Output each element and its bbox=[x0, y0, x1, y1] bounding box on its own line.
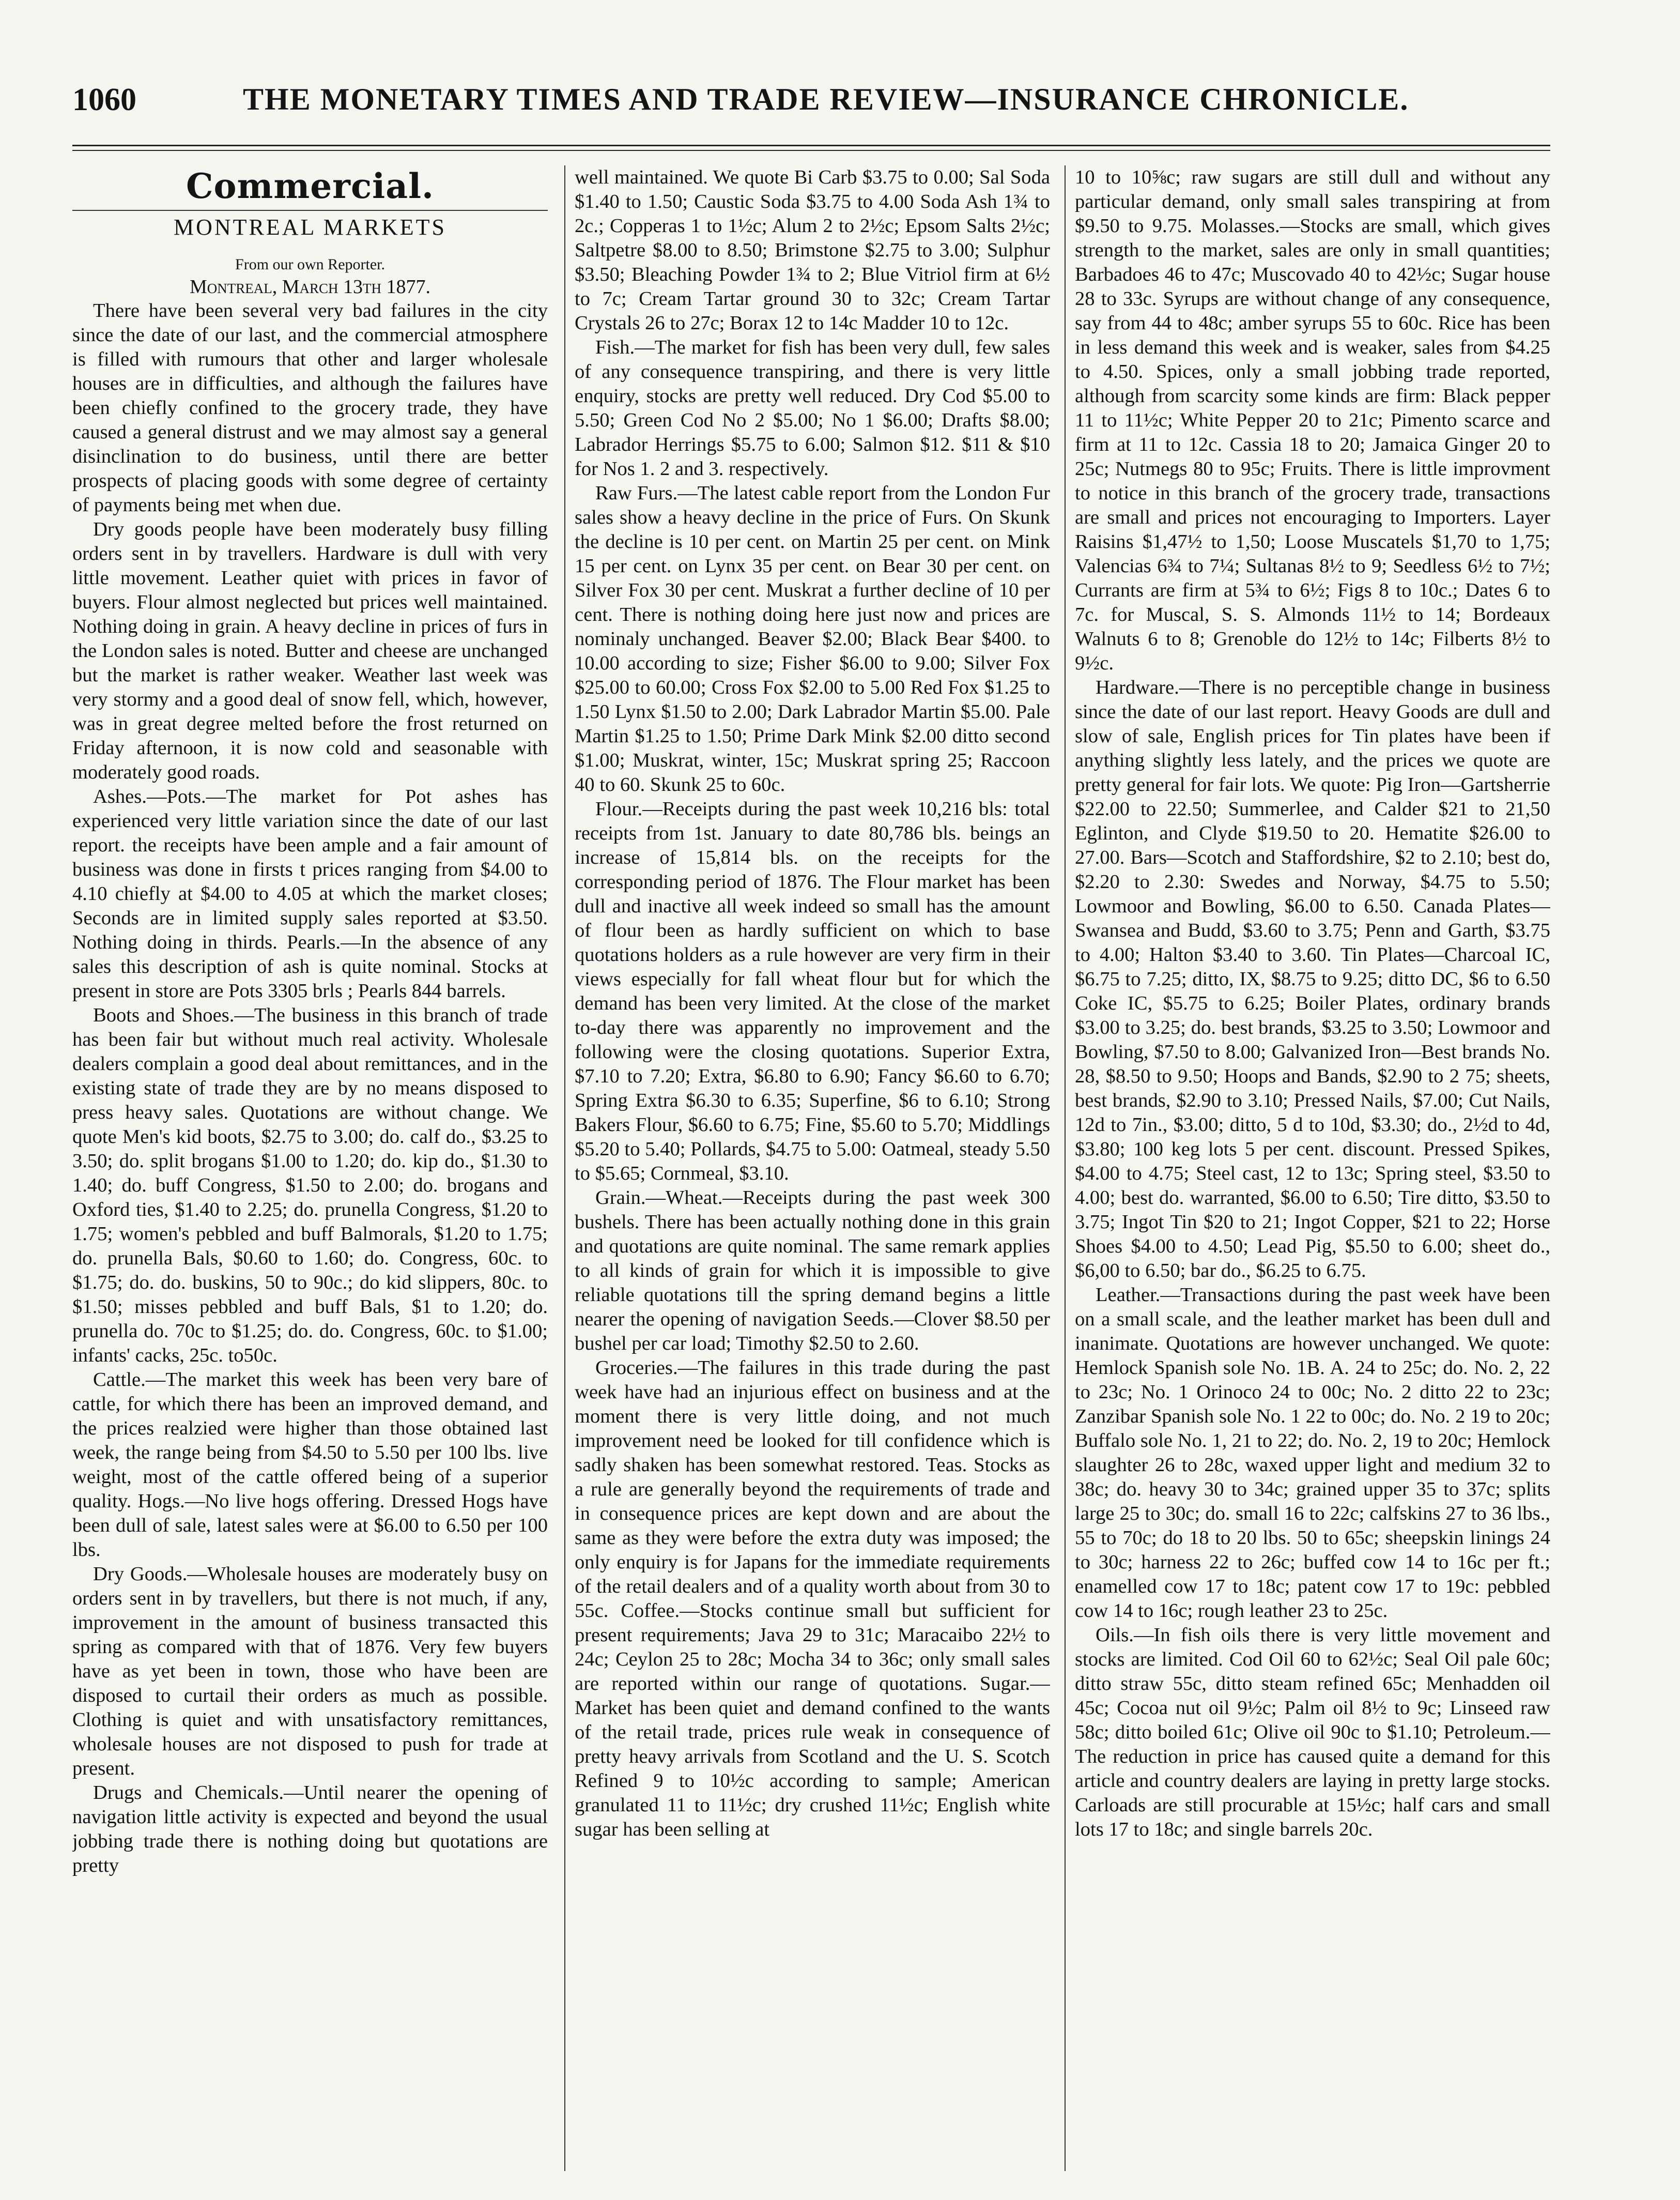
header-rule bbox=[72, 145, 1550, 151]
article-dateline: Montreal, March 13th 1877. bbox=[189, 276, 431, 298]
column-3 bbox=[1075, 165, 1550, 2181]
running-head: THE MONETARY TIMES AND TRADE REVIEW—INSURANCE CHRONICLE. bbox=[243, 82, 1409, 116]
paragraph-hardware: Hardware.—There is no perceptible change in business since the date of our last report. Heavy Goods are dull and slow of sale, English prices for Tin plates have been if anything slightly less lately, and the prices we quote are pretty general for fair lots. We quote: Pig Iron—Gartsherrie $22.00 to 22.50; Summerlee, and Calder $21 to 21,50 Eglinton, and Clyde $19.50 to 20. Hematite $26.00 to 27.00. Bars—Scotch and Staffordshire, $2 to 2.10; best do, $2.20 to 2.30: Swedes and Norway, $4.75 to 5.50; Lowmoor and Bowling, $6.00 to 6.50. Canada Plates—Swansea and Budd, $3.60 to 3.75; Penn and Garth, $3.75 to 4.00; Halton $3.40 to 3.60. Tin Plates—Charcoal IC, $6.75 to 7.25; ditto, IX, $8.75 to 9.25; ditto DC, $6 to 6.50 Coke IC, $5.75 to 6.25; Boiler Plates, ordinary brands $3.00 to 3.25; do. best brands, $3.25 to 3.50; Lowmoor and Bowling, $7.50 to 8.00; Galvanized Iron—Best brands No. 28, $8.50 to 9.50; Hoops and Bands, $2.90 to 2 75; sheets, best brands, $2.90 to 3.10; Pressed Nails, $7.00; Cut Nails, 12d to 7in., $3.00; ditto, 5 d to 10d, $3.30; do., 2½d to 4d, $3.80; 100 keg lots 5 per cent. discount. Pressed Spikes, $4.00 to 4.75; Steel cast, 12 to 13c; Spring steel, $3.50 to 4.00; best do. warranted, $6.00 to 6.50; Tire ditto, $3.50 to 3.75; Ingot Tin $20 to 21; Ingot Copper, $21 to 22; Horse Shoes $4.00 to 4.50; Lead Pig, $5.50 to 6.00; sheet do., $6,00 to 6.50; bar do., $6.25 to 6.75. bbox=[1075, 677, 1550, 1281]
paragraph-oils: Oils.—In fish oils there is very little movement and stocks are limited. Cod Oil 60 to 62½c; Seal Oil pale 60c; ditto straw 55c, ditto steam refined 65c; Menhadden oil 45c; Cocoa nut oil 9½c; Palm oil 8½ to 9c; Linseed raw 58c; ditto boiled 61c; Olive oil 90c to $1.10; Petroleum.—The reduction in price has caused quite a demand for this article and country dealers are laying in pretty large stocks. Carloads are still procurable at 15½c; half cars and small lots 17 to 18c; and single barrels 20c. bbox=[1075, 1624, 1550, 1840]
article-source: From our own Reporter. bbox=[235, 256, 385, 273]
paragraph-ashes: Ashes.—Pots.—The market for Pot ashes has experienced very little variation since the date of our last report. the receipts have been ample and a fair amount of business was done in firsts t prices ranging from $4.00 to 4.10 chiefly at $4.00 to 4.05 at which the market closes; Seconds are in limited supply sales reported at $3.50. Nothing doing in thirds. Pearls.—In the absence of any sales this description of ash is quite nominal. Stocks at present in store are Pots 3305 brls ; Pearls 844 barrels. bbox=[72, 786, 548, 1002]
column-divider bbox=[564, 165, 565, 2171]
paragraph-dry-goods: Dry Goods.—Wholesale houses are moderately busy on orders sent in by travellers, but there is not much, if any, improvement in the amount of business transacted this spring as compared with that of 1876. Very few buyers have as yet been in town, those who have been are disposed to curtail their orders as much as possible. Clothing is quiet and with unsatisfactory remittances, wholesale houses are not disposed to push for trade at present. bbox=[72, 1563, 548, 1779]
paragraph-grain: Grain.—Wheat.—Receipts during the past week 300 bushels. There has been actually nothing done in this grain and quotations are quite nominal. The same remark applies to all kinds of grain for which it is impossible to give reliable quotations till the spring demand begins a little nearer the opening of navigation Seeds.—Clover $8.50 per bushel per car load; Timothy $2.50 to 2.60. bbox=[575, 1187, 1050, 1354]
paragraph-raw-furs: Raw Furs.—The latest cable report from the London Fur sales show a heavy decline in the price of Furs. On Skunk the decline is 10 per cent. on Martin 25 per cent. on Mink 15 per cent. on Lynx 35 per cent. on Bear 30 per cent. on Silver Fox 30 per cent. Muskrat a further decline of 10 per cent. There is nothing doing here just now and prices are nominaly unchanged. Beaver $2.00; Black Bear $400. to 10.00 according to size; Fisher $6.00 to 9.00; Silver Fox $25.00 to 60.00; Cross Fox $2.00 to 5.00 Red Fox $1.25 to 1.50 Lynx $1.50 to 2.00; Dark Labrador Martin $5.00. Pale Martin $1.25 to 1.50; Prime Dark Mink $2.00 ditto second $1.00; Muskrat, winter, 15c; Muskrat spring 25; Raccoon 40 to 60. Skunk 25 to 60c. bbox=[575, 482, 1050, 796]
section-heading: Commercial. bbox=[186, 166, 435, 206]
page-number: 1060 bbox=[72, 82, 136, 117]
column-divider bbox=[1065, 165, 1066, 2171]
article-title: MONTREAL MARKETS bbox=[72, 210, 548, 242]
paragraph: Dry goods people have been moderately busy filling orders sent in by travellers. Hardware is dull with very little movement. Leather quiet with prices in favor of buyers. Flour almost neglected but prices well maintained. Nothing doing in grain. A heavy decline in prices of furs in the London sales is noted. Butter and cheese are unchanged but the market is rather weaker. Weather last week was very stormy and a good deal of snow fell, which, however, was in great degree melted before the frost returned on Friday afternoon, it is now cold and seasonable with moderately good roads. bbox=[72, 518, 548, 783]
paragraph-drugs-continued: well maintained. We quote Bi Carb $3.75 to 0.00; Sal Soda $1.40 to 1.50; Caustic Soda $3.75 to 4.00 Soda Ash 1¾ to 2c.; Copperas 1 to 1½c; Alum 2 to 2½c; Epsom Salts 2½c; Saltpetre $8.00 to 8.50; Brimstone $2.75 to 3.00; Sulphur $3.50; Bleaching Powder 1¾ to 2; Blue Vitriol firm at 6½ to 7c; Cream Tartar ground 30 to 32c; Cream Tartar Crystals 26 to 27c; Borax 12 to 14c Madder 10 to 12c. bbox=[575, 166, 1050, 334]
paragraph-leather: Leather.—Transactions during the past week have been on a small scale, and the leather market has been dull and inanimate. Quotations are however unchanged. We quote: Hemlock Spanish sole No. 1B. A. 24 to 25c; do. No. 2, 22 to 23c; No. 1 Orinoco 24 to 00c; No. 2 ditto 22 to 23c; Zanzibar Spanish sole No. 1 22 to 00c; do. No. 2 19 to 20c; Buffalo sole No. 1, 21 to 22; do. No. 2, 19 to 20c; Hemlock slaughter 26 to 28c, waxed upper light and medium 32 to 38c; do. heavy 30 to 34c; grained upper 35 to 37c; splits large 25 to 30c; do. small 16 to 22c; calfskins 27 to 36 lbs., 55 to 70c; do 18 to 20 lbs. 50 to 65c; sheepskin linings 24 to 30c; harness 22 to 26c; buffed cow 14 to 16c per ft.; enamelled cow 17 to 18c; patent cow 17 to 19c: pebbled cow 14 to 16c; rough leather 23 to 25c. bbox=[1075, 1284, 1550, 1622]
paragraph-boots-and-shoes: Boots and Shoes.—The business in this branch of trade has been fair but without much real activity. Wholesale dealers complain a good deal about remittances, and in the existing state of trade they are by no means disposed to press heavy sales. Quotations are without change. We quote Men's kid boots, $2.75 to 3.00; do. calf do., $3.25 to 3.50; do. split brogans $1.00 to 1.20; do. kip do., $1.30 to 1.40; do. buff Congress, $1.50 to 2.00; do. brogans and Oxford ties, $1.40 to 2.25; do. prunella Congress, $1.20 to 1.75; women's pebbled and buff Balmorals, $1.20 to 1.75; do. prunella Bals, $0.60 to 1.60; do. Congress, 60c. to $1.75; do. do. buskins, 50 to 90c.; do kid slippers, 80c. to $1.50; misses pebbled and buff Bals, $1 to 1.20; do. prunella do. 70c to $1.25; do. do. Congress, 60c. to $1.00; infants' cacks, 25c. to50c. bbox=[72, 1004, 548, 1366]
paragraph-fish: Fish.—The market for fish has been very dull, few sales of any consequence transpiring, and there is very little enquiry, stocks are pretty well reduced. Dry Cod $5.00 to 5.50; Green Cod No 2 $5.00; No 1 $6.00; Drafts $8.00; Labrador Herrings $5.75 to 6.00; Salmon $12. $11 & $10 for Nos 1. 2 and 3. respectively. bbox=[575, 337, 1050, 480]
paragraph: There have been several very bad failures in the city since the date of our last, and the commercial atmosphere is filled with rumours that other and larger wholesale houses are in difficulties, and although the failures have been chiefly confined to the grocery trade, they have caused a general distrust and we may almost say a general disinclination to do business, until there are better prospects of placing goods with some degree of certainty of payments being met when due. bbox=[72, 300, 548, 516]
paragraph-groceries-continued: 10 to 10⅝c; raw sugars are still dull and without any particular demand, only small sales transpiring at from $9.50 to 9.75. Molasses.—Stocks are small, which gives strength to the market, sales are only in small quantities; Barbadoes 46 to 47c; Muscovado 40 to 42½c; Sugar house 28 to 33c. Syrups are without change of any consequence, say from 44 to 48c; amber syrups 55 to 60c. Rice has been in less demand this week and is weaker, sales from $4.25 to 4.50. Spices, only a small jobbing trade reported, although from scarcity some kinds are firm: Black pepper 11 to 11½c; White Pepper 20 to 21c; Pimento scarce and firm at 11 to 12c. Cassia 18 to 20; Jamaica Ginger 20 to 25c; Nutmegs 80 to 95c; Fruits. There is little improvment to notice in this branch of the grocery trade, transactions are small and prices not encouraging to Importers. Layer Raisins $1,47½ to 1,50; Loose Muscatels $1,70 to 1,75; Valencias 6¾ to 7¼; Sultanas 8½ to 9; Seedless 6½ to 7½; Currants are firm at 5¾ to 6½; Figs 8 to 10c.; Dates 6 to 7c. for Muscal, S. S. Almonds 11½ to 14; Bordeaux Walnuts 6 to 8; Grenoble do 12½ to 14c; Filberts 8½ to 9½c. bbox=[1075, 166, 1550, 674]
page-header bbox=[72, 78, 1550, 129]
paragraph-groceries: Groceries.—The failures in this trade during the past week have had an injurious effect on business and at the moment there is very little doing, and not much improvement need be looked for till confidence which is sadly shaken has been somewhat restored. Teas. Stocks as a rule are generally beyond the requirements of trade and in consequence prices are kept down and are about the same as they were before the extra duty was imposed; the only enquiry is for Japans for the immediate requirements of the retail dealers and of a quality worth about from 30 to 55c. Coffee.—Stocks continue small but sufficient for present requirements; Java 29 to 31c; Maracaibo 22½ to 24c; Ceylon 25 to 28c; Mocha 34 to 36c; only small sales are reported within our range of quotations. Sugar.—Market has been quiet and demand confined to the wants of the retail trade, prices rule weak in consequence of pretty heavy arrivals from Scotland and the U. S. Scotch Refined 9 to 10½c according to sample; American granulated 11 to 11½c; dry crushed 11½c; English white sugar has been selling at bbox=[575, 1357, 1050, 1840]
paragraph-drugs-and-chemicals: Drugs and Chemicals.—Until nearer the opening of navigation little activity is expected and beyond the usual jobbing trade there is nothing doing but quotations are pretty bbox=[72, 1782, 548, 1876]
paragraph-flour: Flour.—Receipts during the past week 10,216 bls: total receipts from 1st. January to date 80,786 bls. beings an increase of 15,814 bls. on the receipts for the corresponding period of 1876. The Flour market has been dull and inactive all week indeed so small has the amount of flour been as hardly sufficient on which to base quotations holders as a rule however are very firm in their views especially for fall wheat flour but for which the demand has been very limited. At the close of the market to-day there was apparently no improvement and the following were the closing quotations. Superior Extra, $7.10 to 7.20; Extra, $6.80 to 6.90; Fancy $6.60 to 6.70; Spring Extra $6.30 to 6.35; Superfine, $6 to 6.10; Strong Bakers Flour, $6.60 to 6.75; Fine, $5.60 to 5.70; Middlings $5.20 to 5.40; Pollards, $4.75 to 5.00: Oatmeal, steady 5.50 to $5.65; Cornmeal, $3.10. bbox=[575, 798, 1050, 1184]
column-1 bbox=[72, 165, 548, 2181]
paragraph-cattle: Cattle.—The market this week has been very bare of cattle, for which there has been an improved demand, and the prices realzied were higher than those obtained last week, the range being from $4.50 to 5.50 per 100 lbs. live weight, most of the cattle offered being of a superior quality. Hogs.—No live hogs offering. Dressed Hogs have been dull of sale, latest sales were at $6.00 to 6.50 per 100 lbs. bbox=[72, 1369, 548, 1561]
column-2 bbox=[575, 165, 1050, 2181]
